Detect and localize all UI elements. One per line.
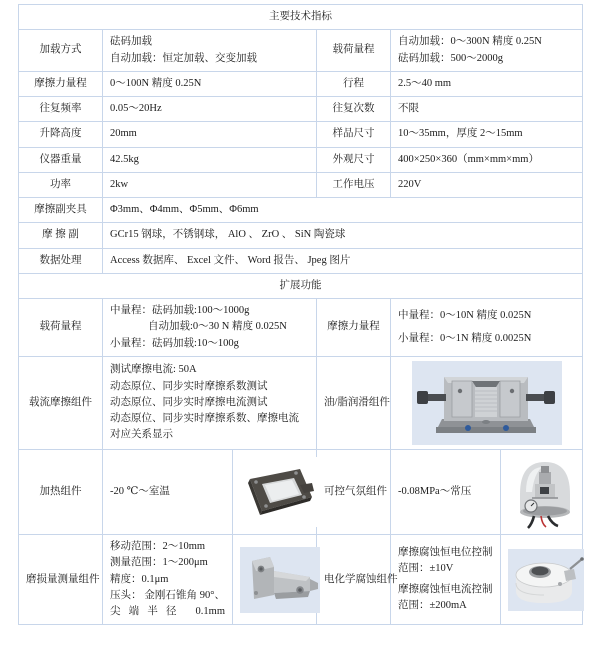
section-header-extended [19,273,583,298]
table-row [19,198,583,223]
table-row [19,299,583,357]
heating-stage-photo [233,449,317,534]
row-label-friction-pair: 摩 擦 副 [19,223,103,248]
text-line: 中量程：0～10N 精度 0.025N [398,310,532,322]
row-value-lift-height: 20mm [103,122,317,147]
row-label-working-voltage: 工作电压 [317,172,391,197]
text-line: 自动加载：0～300N 精度 0.25N [398,36,542,48]
text-line: 测量范围：1～200μm [110,557,208,569]
section-title-extended: 扩展功能 [19,273,583,298]
row-value-outer-dimensions: 400×250×360（mm×mm×mm） [391,147,583,172]
text-line: 摩擦腐蚀恒电流控制范围：±200mA [398,584,493,612]
text-line: 精度：0.1μm [110,573,169,585]
row-value-reciprocating-frequency: 0.05～20Hz [103,97,317,122]
text-line: 移动范围：2～10mm [110,540,206,552]
table-row [19,122,583,147]
text-line: 自动加载:0～30 N 精度 0.025N [148,321,287,333]
row-label-outer-dimensions: 外观尺寸 [317,147,391,172]
row-value-ext-load-range [103,299,317,357]
row-value-load-range [391,30,583,72]
row-value-friction-pair-fixture: Φ3mm、Φ4mm、Φ5mm、Φ6mm [103,198,583,223]
vacuum-chamber-photo [501,449,583,534]
table-row [19,534,583,624]
text-line: 中量程：砝码加载:100～1000g [110,305,250,317]
row-label-load-range: 载荷量程 [317,30,391,72]
row-label-friction-pair-fixture: 摩擦副夹具 [19,198,103,223]
text-line: 动态原位、同步实时摩擦系数、摩擦电流对应关系显示 [110,413,299,441]
wear-sensor-icon [240,547,320,613]
row-value-controlled-atmosphere: -0.08MPa～常压 [391,449,501,534]
technical-specification-table [18,4,583,625]
table-row [19,30,583,72]
row-value-friction-range: 0～100N 精度 0.25N [103,71,317,96]
row-value-friction-pair: GCr15 钢球，不锈钢球， AlO 、 ZrO 、 SiN 陶瓷球 [103,223,583,248]
text-line: 砝码加载：500～2000g [398,52,503,64]
row-label-wear-measurement: 磨损量测量组件 [19,534,103,624]
row-value-reciprocating-count: 不限 [391,97,583,122]
row-value-loading-mode [103,30,317,72]
row-label-sample-size: 样品尺寸 [317,122,391,147]
table-row [19,223,583,248]
row-label-current-carrying-friction: 载流摩擦组件 [19,356,103,449]
text-line: 压头： 金刚石锥角 90°、尖端半径 0.1mm [110,589,225,618]
row-label-electrochemical-corrosion: 电化学腐蚀组件 [317,534,391,624]
text-line: 自动加载：恒定加载、交变加载 [110,52,257,64]
text-line: 砝码加载 [110,36,152,48]
row-label-oil-grease-lubrication: 油/脂润滑组件 [317,356,391,449]
text-line: 小量程：0～1N 精度 0.0025N [398,332,532,344]
row-value-electrochemical-corrosion [391,534,501,624]
row-label-data-processing: 数据处理 [19,248,103,273]
row-value-heating-module: -20 ℃～室温 [103,449,233,534]
table-row [19,248,583,273]
heating-stage-icon [240,457,320,527]
electrochemical-cell-icon [508,549,584,611]
row-label-friction-range: 摩擦力量程 [19,71,103,96]
row-value-instrument-weight: 42.5kg [103,147,317,172]
table-row [19,449,583,534]
row-label-stroke: 行程 [317,71,391,96]
table-row [19,172,583,197]
row-label-controlled-atmosphere: 可控气氛组件 [317,449,391,534]
row-label-reciprocating-count: 往复次数 [317,97,391,122]
row-value-stroke: 2.5～40 mm [391,71,583,96]
vacuum-chamber-icon [508,454,582,530]
row-value-working-voltage: 220V [391,172,583,197]
wear-sensor-photo [233,534,317,624]
row-value-sample-size: 10～35mm，厚度 2～15mm [391,122,583,147]
electrochemical-cell-photo [501,534,583,624]
lubrication-fixture-icon [412,361,562,445]
text-line: 动态原位、同步实时摩擦电流测试 [110,396,268,408]
table-row [19,356,583,449]
row-value-wear-measurement [103,534,233,624]
row-value-power: 2kw [103,172,317,197]
row-value-ext-friction-range [391,299,583,357]
row-label-ext-friction-range: 摩擦力量程 [317,299,391,357]
text-line: 摩擦腐蚀恒电位控制范围：±10V [398,546,493,574]
row-label-loading-mode: 加载方式 [19,30,103,72]
row-value-current-carrying-friction [103,356,317,449]
row-label-heating-module: 加热组件 [19,449,103,534]
lubrication-fixture-photo [391,356,583,449]
row-label-reciprocating-frequency: 往复频率 [19,97,103,122]
text-line: 测试摩擦电流: 50A [110,364,197,376]
table-row [19,147,583,172]
section-header-main [19,5,583,30]
row-label-power: 功率 [19,172,103,197]
table-row [19,71,583,96]
row-value-data-processing: Access 数据库、 Excel 文件、 Word 报告、 Jpeg 图片 [103,248,583,273]
text-line: 小量程：砝码加载:10～100g [110,337,239,349]
row-label-instrument-weight: 仪器重量 [19,147,103,172]
row-label-ext-load-range: 载荷量程 [19,299,103,357]
text-line: 动态原位、同步实时摩擦系数测试 [110,380,268,392]
section-title-main: 主要技术指标 [19,5,583,30]
table-row [19,97,583,122]
row-label-lift-height: 升降高度 [19,122,103,147]
